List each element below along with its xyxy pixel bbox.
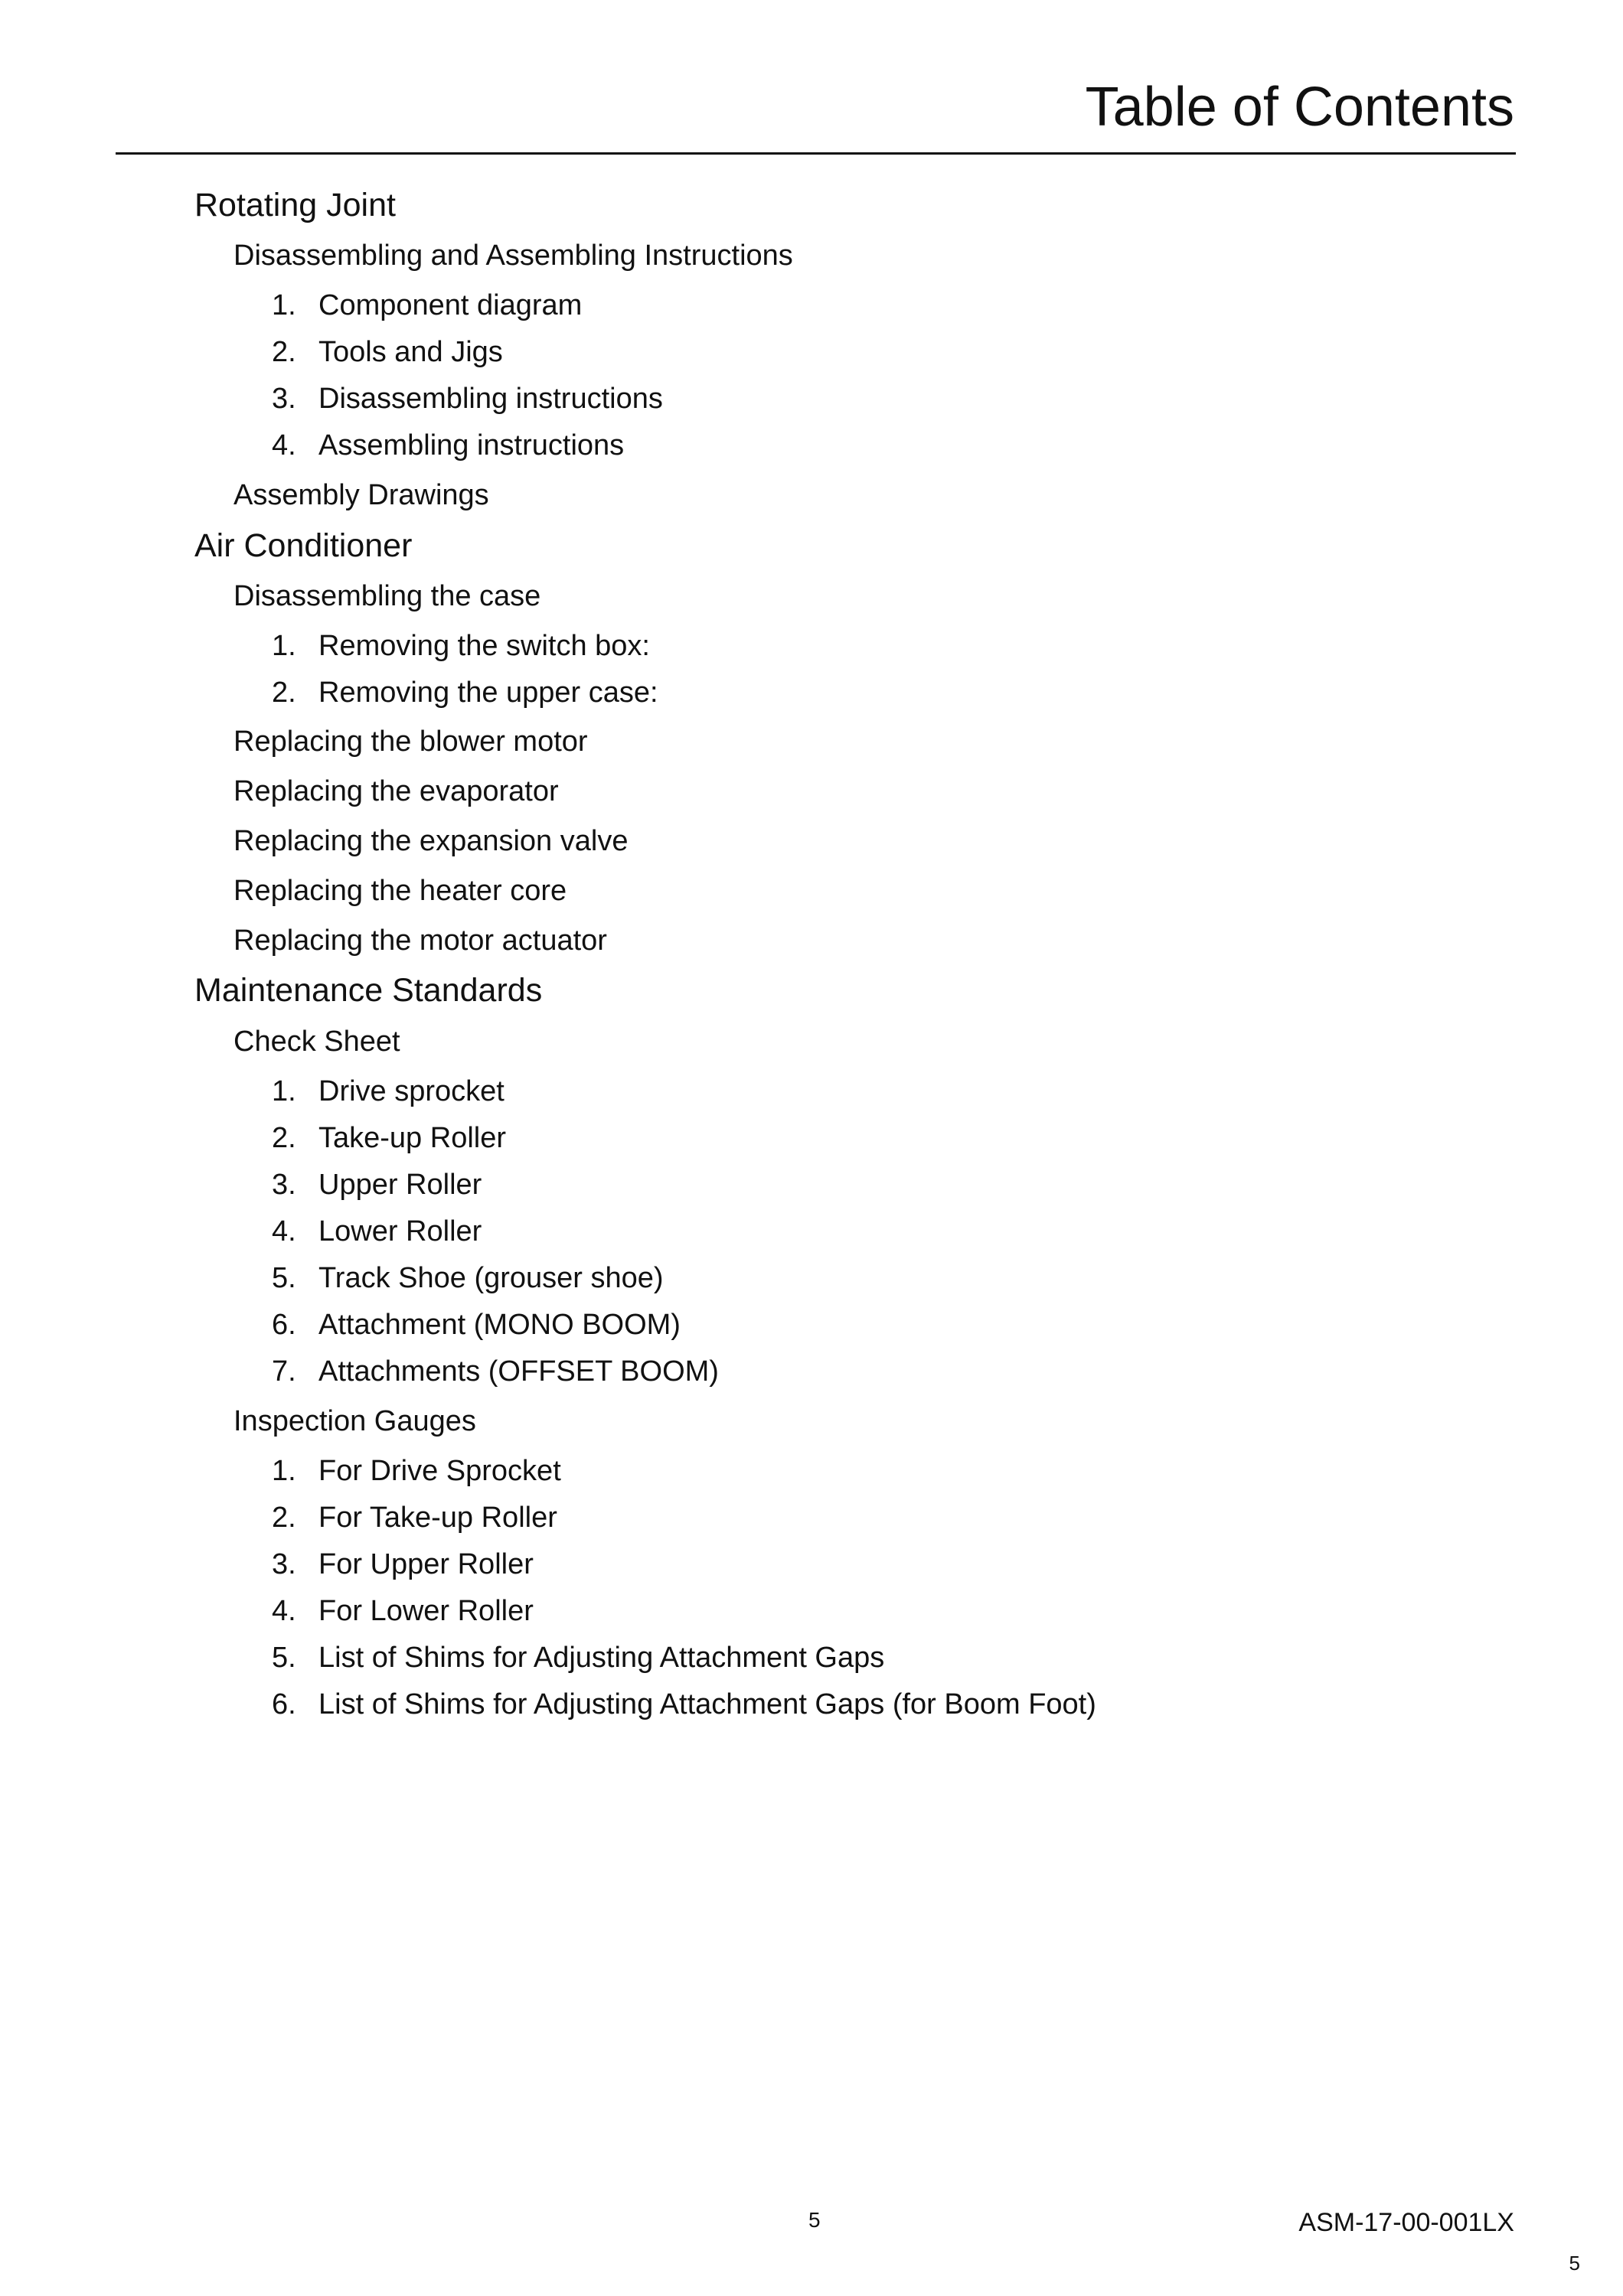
toc-item[interactable] — [272, 1124, 506, 1153]
toc-item-number: 1. — [272, 1455, 296, 1487]
toc-item-number: 2. — [272, 336, 296, 368]
toc-item[interactable] — [272, 1596, 534, 1626]
toc-subsection-blower-motor[interactable]: Replacing the blower motor — [233, 726, 588, 758]
toc-item-label: Tools and Jigs — [318, 336, 503, 368]
toc-item-label: Attachment (MONO BOOM) — [318, 1309, 681, 1341]
toc-item-label: Drive sprocket — [318, 1075, 505, 1107]
toc-item[interactable] — [272, 1264, 664, 1293]
toc-item-label: For Drive Sprocket — [318, 1455, 561, 1487]
toc-item-number: 5. — [272, 1262, 296, 1294]
toc-item-label: Take-up Roller — [318, 1122, 506, 1154]
toc-item-label: Component diagram — [318, 289, 583, 321]
toc-item-label: List of Shims for Adjusting Attachment Gaps (for Boom Foot) — [318, 1688, 1096, 1720]
toc-section-maintenance-standards[interactable]: Maintenance Standards — [194, 972, 543, 1009]
toc-section-rotating-joint[interactable]: Rotating Joint — [194, 187, 396, 223]
toc-item-number: 6. — [272, 1688, 296, 1720]
toc-item-number: 3. — [272, 1169, 296, 1201]
toc-subsection-heater-core[interactable]: Replacing the heater core — [233, 875, 567, 907]
toc-item[interactable] — [272, 291, 582, 320]
toc-subsection-disassembling-assembling[interactable]: Disassembling and Assembling Instructions — [233, 240, 793, 272]
corner-page-number: 5 — [1569, 2252, 1580, 2275]
toc-item[interactable] — [272, 384, 663, 413]
toc-item-number: 2. — [272, 677, 296, 709]
toc-item-number: 1. — [272, 630, 296, 662]
toc-item-label: For Take-up Roller — [318, 1502, 557, 1534]
toc-item-number: 1. — [272, 1075, 296, 1107]
toc-item-number: 6. — [272, 1309, 296, 1341]
toc-item-number: 1. — [272, 289, 296, 321]
toc-subsection-evaporator[interactable]: Replacing the evaporator — [233, 775, 559, 807]
toc-item[interactable] — [272, 1643, 884, 1672]
toc-item[interactable] — [272, 1503, 557, 1532]
toc-item-label: Removing the upper case: — [318, 677, 658, 709]
footer-page-number: 5 — [808, 2208, 821, 2232]
toc-subsection-motor-actuator[interactable]: Replacing the motor actuator — [233, 925, 607, 957]
toc-item-label: For Upper Roller — [318, 1548, 534, 1580]
toc-item[interactable] — [272, 1217, 482, 1246]
toc-item-label: List of Shims for Adjusting Attachment Gaps — [318, 1642, 885, 1674]
toc-item-label: Track Shoe (grouser shoe) — [318, 1262, 664, 1294]
toc-item[interactable] — [272, 431, 624, 460]
footer-document-code: ASM-17-00-001LX — [1298, 2208, 1514, 2237]
toc-item-number: 4. — [272, 1215, 296, 1247]
toc-item[interactable] — [272, 678, 658, 707]
toc-item-number: 5. — [272, 1642, 296, 1674]
toc-item-label: Upper Roller — [318, 1169, 482, 1201]
toc-item[interactable] — [272, 338, 503, 367]
toc-item[interactable] — [272, 1310, 681, 1339]
toc-item-number: 2. — [272, 1122, 296, 1154]
toc-item[interactable] — [272, 1456, 561, 1486]
toc-section-air-conditioner[interactable]: Air Conditioner — [194, 527, 413, 564]
toc-item-label: Lower Roller — [318, 1215, 482, 1247]
toc-item-label: Removing the switch box: — [318, 630, 650, 662]
toc-item-number: 3. — [272, 1548, 296, 1580]
toc-item-number: 2. — [272, 1502, 296, 1534]
toc-subsection-disassembling-case[interactable]: Disassembling the case — [233, 580, 541, 612]
toc-item-number: 4. — [272, 429, 296, 461]
toc-item[interactable] — [272, 1550, 534, 1579]
toc-subsection-assembly-drawings[interactable]: Assembly Drawings — [233, 479, 489, 511]
toc-subsection-inspection-gauges[interactable]: Inspection Gauges — [233, 1405, 476, 1437]
page-title: Table of Contents — [1085, 77, 1514, 138]
toc-item[interactable] — [272, 1357, 719, 1386]
toc-item-number: 7. — [272, 1355, 296, 1388]
toc-item-label: Disassembling instructions — [318, 383, 663, 415]
toc-item-label: For Lower Roller — [318, 1595, 534, 1627]
toc-item-number: 3. — [272, 383, 296, 415]
toc-subsection-check-sheet[interactable]: Check Sheet — [233, 1026, 400, 1058]
toc-item[interactable] — [272, 1170, 482, 1199]
toc-item[interactable] — [272, 1077, 505, 1106]
toc-item[interactable] — [272, 1690, 1096, 1719]
toc-item-label: Assembling instructions — [318, 429, 625, 461]
toc-item-label: Attachments (OFFSET BOOM) — [318, 1355, 719, 1388]
toc-subsection-expansion-valve[interactable]: Replacing the expansion valve — [233, 825, 629, 857]
toc-item[interactable] — [272, 631, 650, 660]
toc-item-number: 4. — [272, 1595, 296, 1627]
